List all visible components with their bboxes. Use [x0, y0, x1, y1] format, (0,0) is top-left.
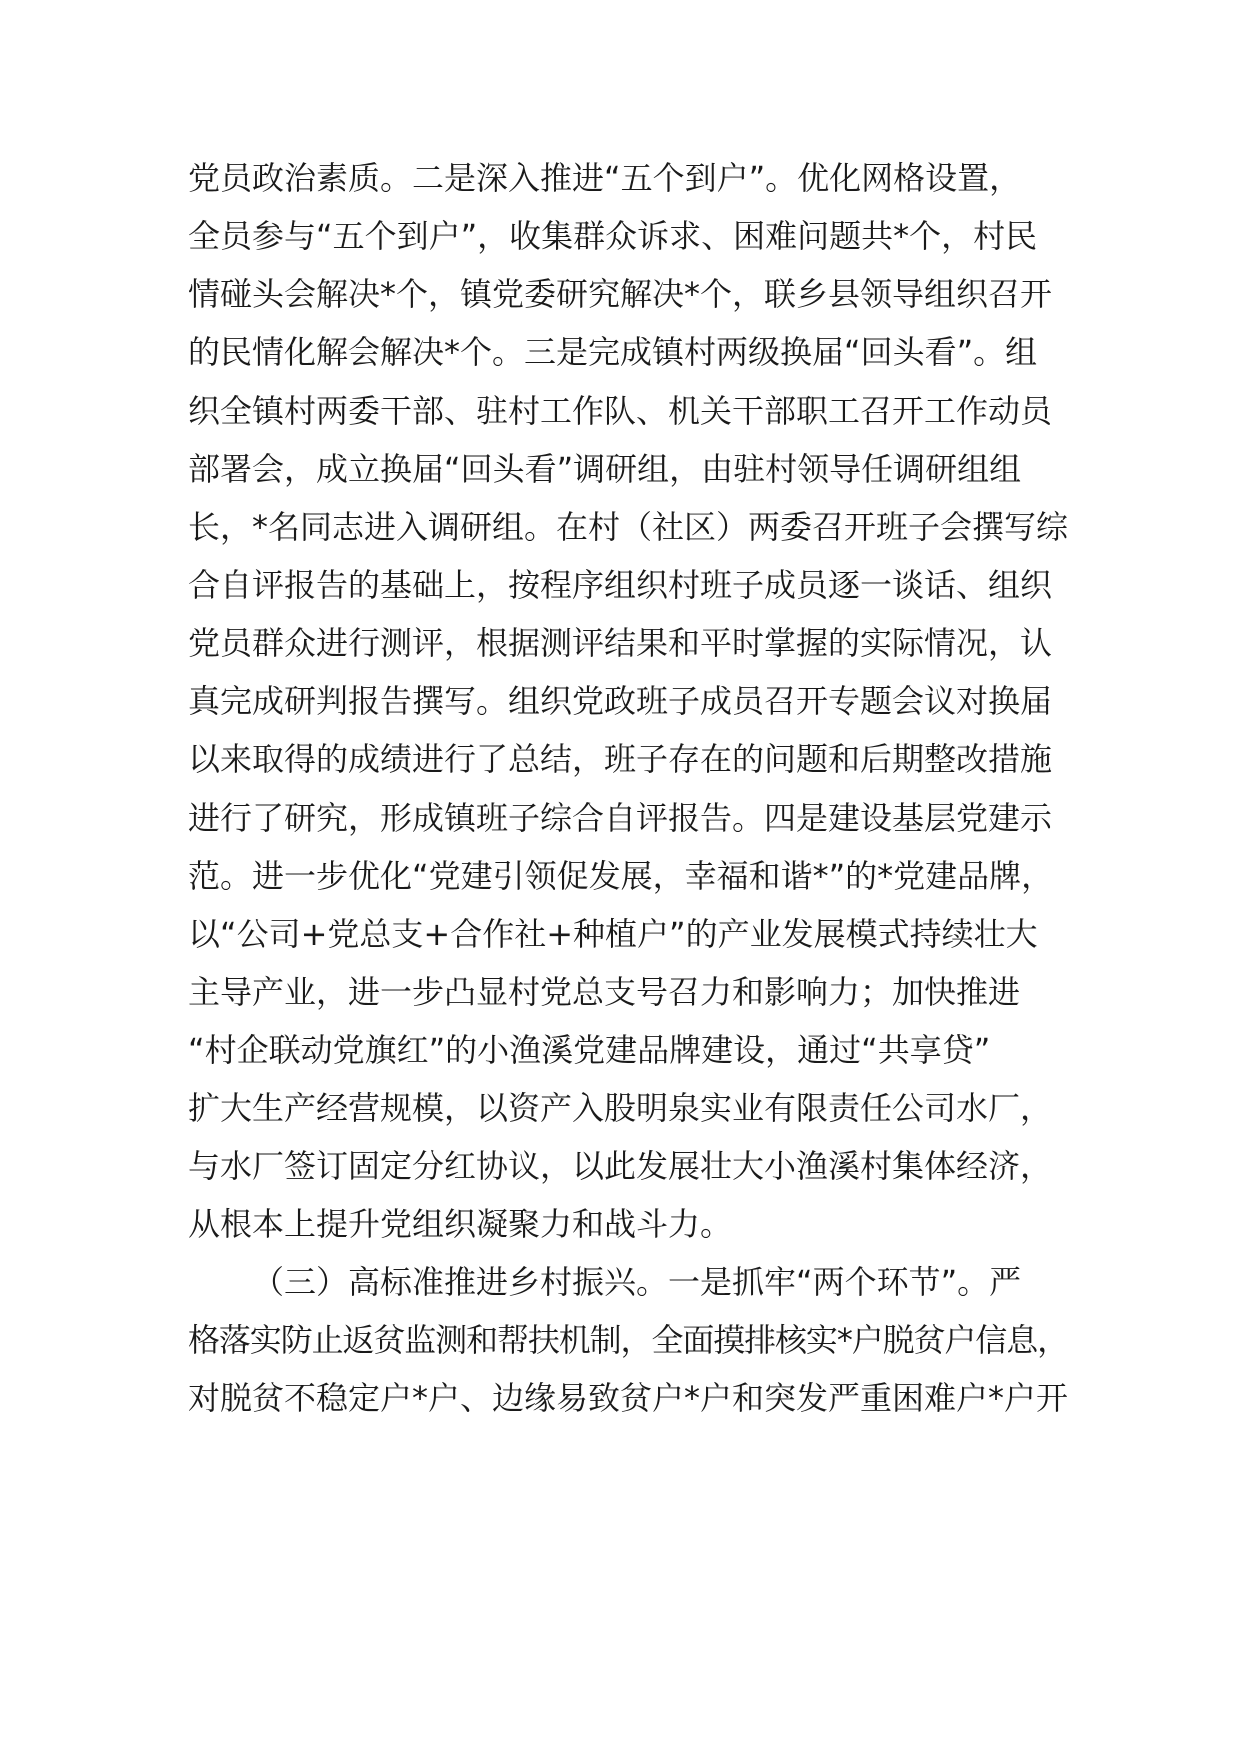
body-text-line: 以“公司+党总支+合作社+种植户”的产业发展模式持续壮大 — [188, 915, 1038, 953]
body-text-line: 的民情化解会解决*个。三是完成镇村两级换届“回头看”。组 — [188, 333, 1038, 371]
body-text-line: 党员群众进行测评，根据测评结果和平时掌握的实际情况，认 — [188, 624, 1053, 662]
body-text-line: 合自评报告的基础上，按程序组织村班子成员逐一谈话、组织 — [188, 566, 1053, 604]
body-text-line: 真完成研判报告撰写。组织党政班子成员召开专题会议对换届 — [188, 682, 1053, 720]
body-text-line: 情碰头会解决*个，镇党委研究解决*个，联乡县领导组织召开 — [188, 275, 1053, 313]
body-text-line: 长，*名同志进入调研组。在村（社区）两委召开班子会撰写综 — [188, 508, 1069, 546]
body-text-line: 主导产业，进一步凸显村党总支号召力和影响力；加快推进 — [188, 973, 1021, 1011]
body-text-line: 党员政治素质。二是深入推进“五个到户”。优化网格设置， — [188, 159, 1022, 197]
body-text-line: 部署会，成立换届“回头看”调研组，由驻村领导任调研组组 — [188, 450, 1022, 488]
body-text-line: 织全镇村两委干部、驻村工作队、机关干部职工召开工作动员 — [188, 392, 1053, 430]
body-text-line: 对脱贫不稳定户*户、边缘易致贫户*户和突发严重困难户*户开 — [188, 1379, 1069, 1417]
body-text-line: 与水厂签订固定分红协议，以此发展壮大小渔溪村集体经济， — [188, 1147, 1053, 1185]
body-text-line: 全员参与“五个到户”，收集群众诉求、困难问题共*个，村民 — [188, 217, 1038, 255]
body-text-line: 范。进一步优化“党建引领促发展，幸福和谐*”的*党建品牌， — [188, 857, 1054, 895]
body-text-line: 格落实防止返贫监测和帮扶机制，全面摸排核实*户脱贫户信息， — [188, 1321, 1069, 1359]
body-text-line: 以来取得的成绩进行了总结，班子存在的问题和后期整改措施 — [188, 740, 1053, 778]
body-text-line: 扩大生产经营规模，以资产入股明泉实业有限责任公司水厂， — [188, 1089, 1053, 1127]
body-text-line: 进行了研究，形成镇班子综合自评报告。四是建设基层党建示 — [188, 799, 1053, 837]
section-heading-line: （三）高标准推进乡村振兴。一是抓牢“两个环节”。严 — [252, 1263, 1022, 1301]
body-text-line: 从根本上提升党组织凝聚力和战斗力。 — [188, 1205, 733, 1243]
body-text-line: “村企联动党旗红”的小渔溪党建品牌建设，通过“共享贷” — [188, 1031, 991, 1069]
